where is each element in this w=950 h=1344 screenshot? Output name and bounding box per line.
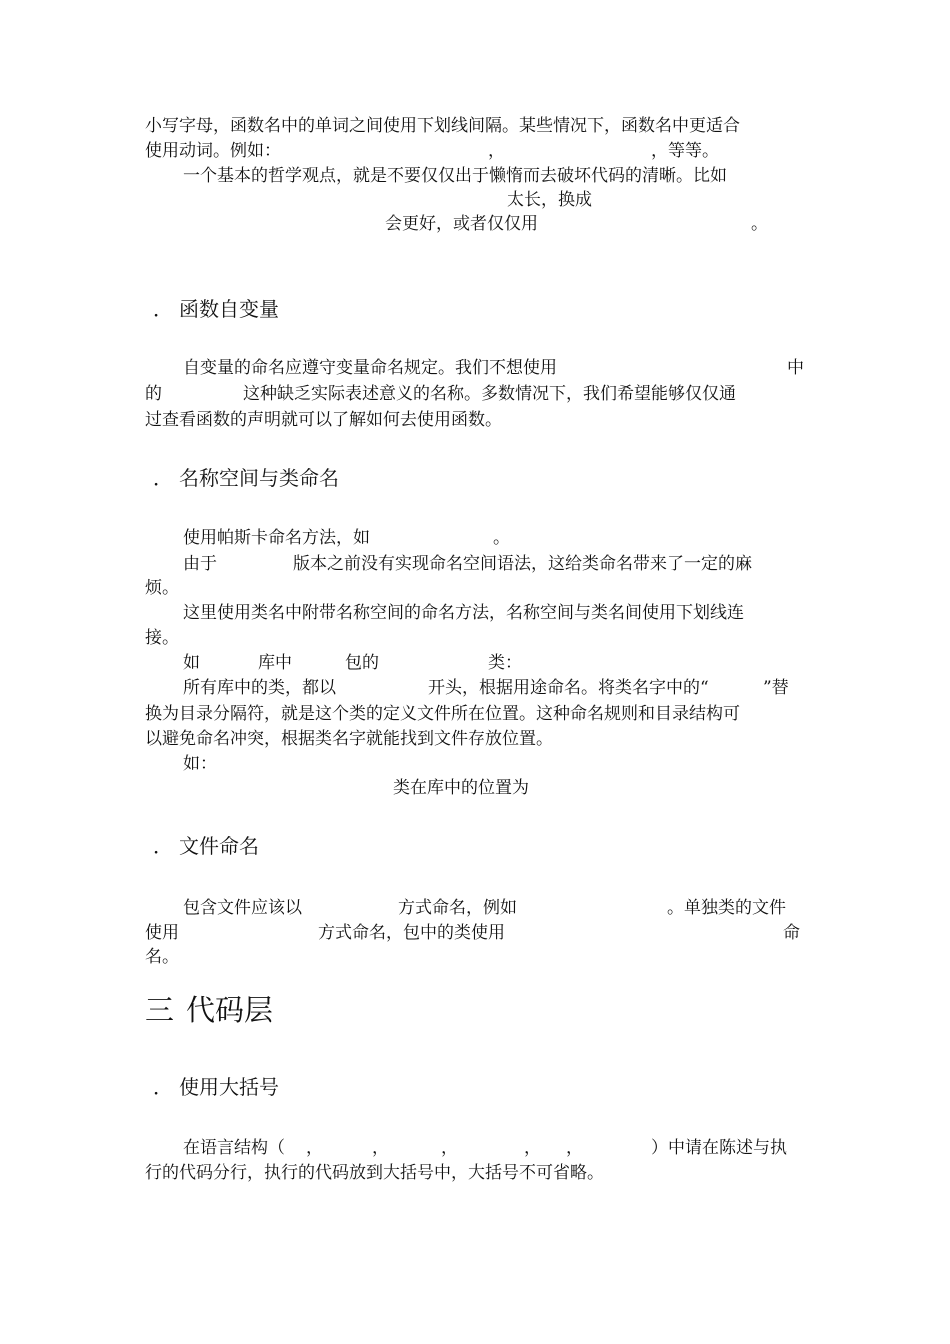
body-text: 一个基本的哲学观点，就是不要仅仅出于懒惰而去破坏代码的清晰。比如 [183,166,727,186]
section-heading: 函数自变量 [179,297,279,321]
body-text: 如 [183,653,200,673]
body-text: 。 [751,214,768,234]
section-heading: 使用大括号 [179,1075,279,1099]
body-text: ， [306,1138,323,1158]
body-text: 中 [787,358,804,378]
body-text: 过查看函数的声明就可以了解如何去使用函数。 [145,410,502,430]
body-text: 由于 [183,554,217,574]
body-text: 行的代码分行，执行的代码放到大括号中，大括号不可省略。 [145,1163,604,1183]
body-text: 名。 [145,947,179,967]
body-text: 这里使用类名中附带名称空间的命名方法，名称空间与类名间使用下划线连 [183,603,744,623]
section-number: ． [153,834,173,858]
body-text: 的 [145,384,162,404]
body-text: 方式命名，包中的类使用 [318,923,505,943]
section-heading: 名称空间与类命名 [179,466,339,490]
section-heading: 文件命名 [179,834,259,858]
body-text: ， [488,141,505,161]
body-text: 以避免命名冲突，根据类名字就能找到文件存放位置。 [145,729,553,749]
body-text: 版本之前没有实现命名空间语法，这给类命名带来了一定的麻 [293,554,752,574]
body-text: 自变量的命名应遵守变量命名规定。我们不想使用 [183,358,557,378]
body-text: 。 [493,528,510,548]
body-text: 类在库中的位置为 [393,778,529,798]
body-text: 使用帕斯卡命名方法，如 [183,528,370,548]
body-text: ）中请在陈述与执 [651,1138,787,1158]
body-text: 命 [783,923,800,943]
body-text: 包的 [345,653,379,673]
section-number: ． [153,1075,173,1099]
chapter-heading: 代码层 [186,993,274,1027]
body-text: 类： [488,653,522,673]
body-text: ，等等。 [651,141,719,161]
body-text: 使用动词。例如： [145,141,281,161]
body-text: ， [372,1138,389,1158]
body-text: ”替 [763,678,789,698]
body-text: 所有库中的类，都以 [183,678,336,698]
body-text: ， [566,1138,583,1158]
body-text: 换为目录分隔符，就是这个类的定义文件所在位置。这种命名规则和目录结构可 [145,704,740,724]
section-number: ． [153,297,173,321]
body-text: 如： [183,754,217,774]
body-text: 。单独类的文件 [667,898,786,918]
body-text: 方式命名，例如 [398,898,517,918]
body-text: 使用 [145,923,179,943]
body-text: ， [441,1138,458,1158]
body-text: 在语言结构（ [183,1138,285,1158]
body-text: ， [524,1138,541,1158]
body-text: 接。 [145,628,179,648]
body-text: 开头，根据用途命名。将类名字中的“ [428,678,709,698]
body-text: 这种缺乏实际表述意义的名称。多数情况下，我们希望能够仅仅通 [243,384,736,404]
body-text: 包含文件应该以 [183,898,302,918]
body-text: 库中 [258,653,292,673]
section-number: ． [153,466,173,490]
body-text: 太长，换成 [507,190,592,210]
body-text: 小写字母，函数名中的单词之间使用下划线间隔。某些情况下，函数名中更适合 [145,116,740,136]
chapter-number: 三 [145,993,175,1027]
body-text: 烦。 [145,578,179,598]
body-text: 会更好，或者仅仅用 [385,214,538,234]
